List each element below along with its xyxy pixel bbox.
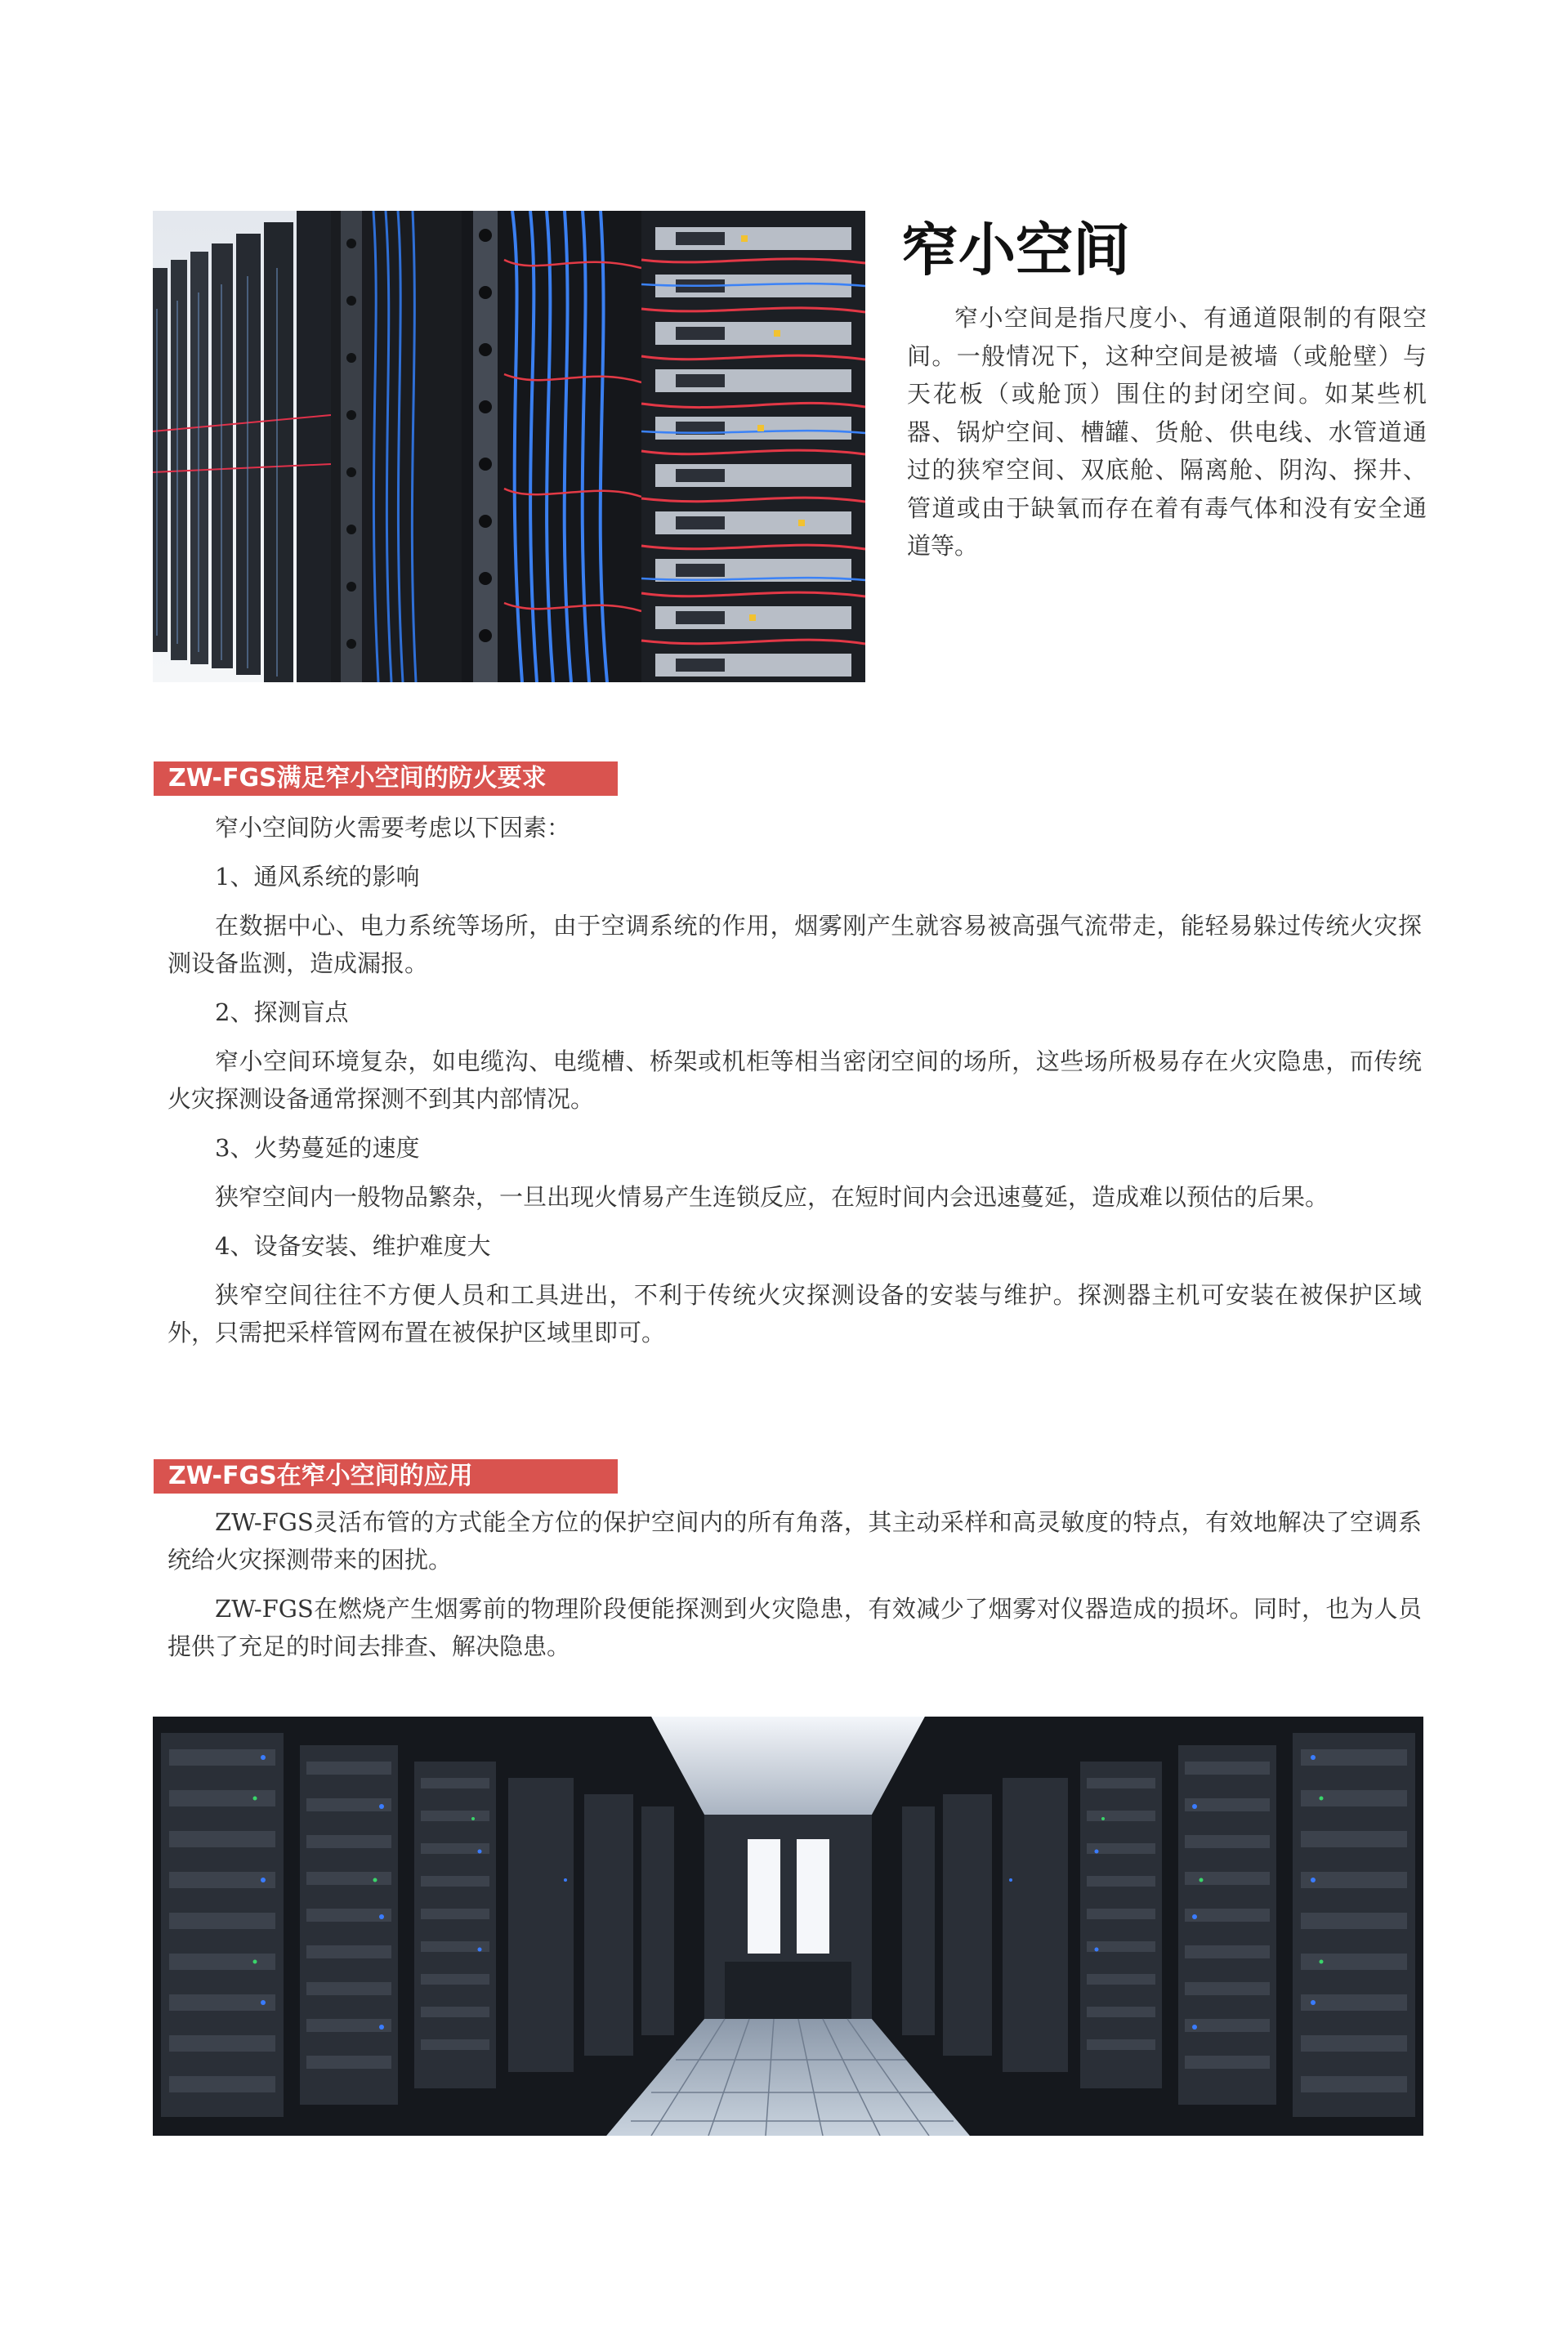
intro-paragraph: 窄小空间是指尺度小、有通道限制的有限空间。一般情况下，这种空间是被墙（或舱壁）与天花板（或舱顶）围住的封闭空间。如某些机器、锅炉空间、槽罐、货舱、供电线、水管道通过的狭窄空间、双底舱、隔离舱、阴沟、探井、管道或由于缺氧而存在着有毒气体和没有安全通道等。 <box>907 304 1427 560</box>
factor-title: 1、通风系统的影响 <box>215 863 420 891</box>
application-paragraph: ZW-FGS灵活布管的方式能全方位的保护空间内的所有角落，其主动采样和高灵敏度的特点，有效地解决了空调系统给火灾探测带来的困扰。 <box>168 1508 1422 1574</box>
section-heading-fire-requirements: ZW-FGS满足窄小空间的防火要求 <box>154 761 618 796</box>
factor-text: 在数据中心、电力系统等场所，由于空调系统的作用，烟雾刚产生就容易被高强气流带走，能轻易躲过传统火灾探测设备监测，造成漏报。 <box>168 912 1422 977</box>
server-rack-cables-photo <box>153 211 865 682</box>
factors-lead: 窄小空间防火需要考虑以下因素： <box>215 814 571 842</box>
application-paragraph: ZW-FGS在燃烧产生烟雾前的物理阶段便能探测到火灾隐患，有效减少了烟雾对仪器造成的损坏。同时，也为人员提供了充足的时间去排查、解决隐患。 <box>168 1595 1422 1660</box>
factor-text: 狭窄空间往往不方便人员和工具进出，不利于传统火灾探测设备的安装与维护。探测器主机可安装在被保护区域外，只需把采样管网布置在被保护区域里即可。 <box>168 1281 1422 1346</box>
application-block <box>168 1503 1422 1665</box>
data-center-aisle-photo <box>153 1717 1423 2136</box>
factor-title: 4、设备安装、维护难度大 <box>215 1232 491 1260</box>
factor-text: 窄小空间环境复杂，如电缆沟、电缆槽、桥架或机柜等相当密闭空间的场所，这些场所极易存在火灾隐患，而传统火灾探测设备通常探测不到其内部情况。 <box>168 1047 1422 1113</box>
section-heading-application: ZW-FGS在窄小空间的应用 <box>154 1459 618 1494</box>
factor-text: 狭窄空间内一般物品繁杂，一旦出现火情易产生连锁反应，在短时间内会迅速蔓延，造成难以预估的后果。 <box>215 1183 1329 1211</box>
factor-title: 2、探测盲点 <box>215 998 349 1026</box>
factor-title: 3、火势蔓延的速度 <box>215 1134 420 1162</box>
fire-factors-block <box>168 809 1422 1351</box>
page-title: 窄小空间 <box>901 217 1130 284</box>
